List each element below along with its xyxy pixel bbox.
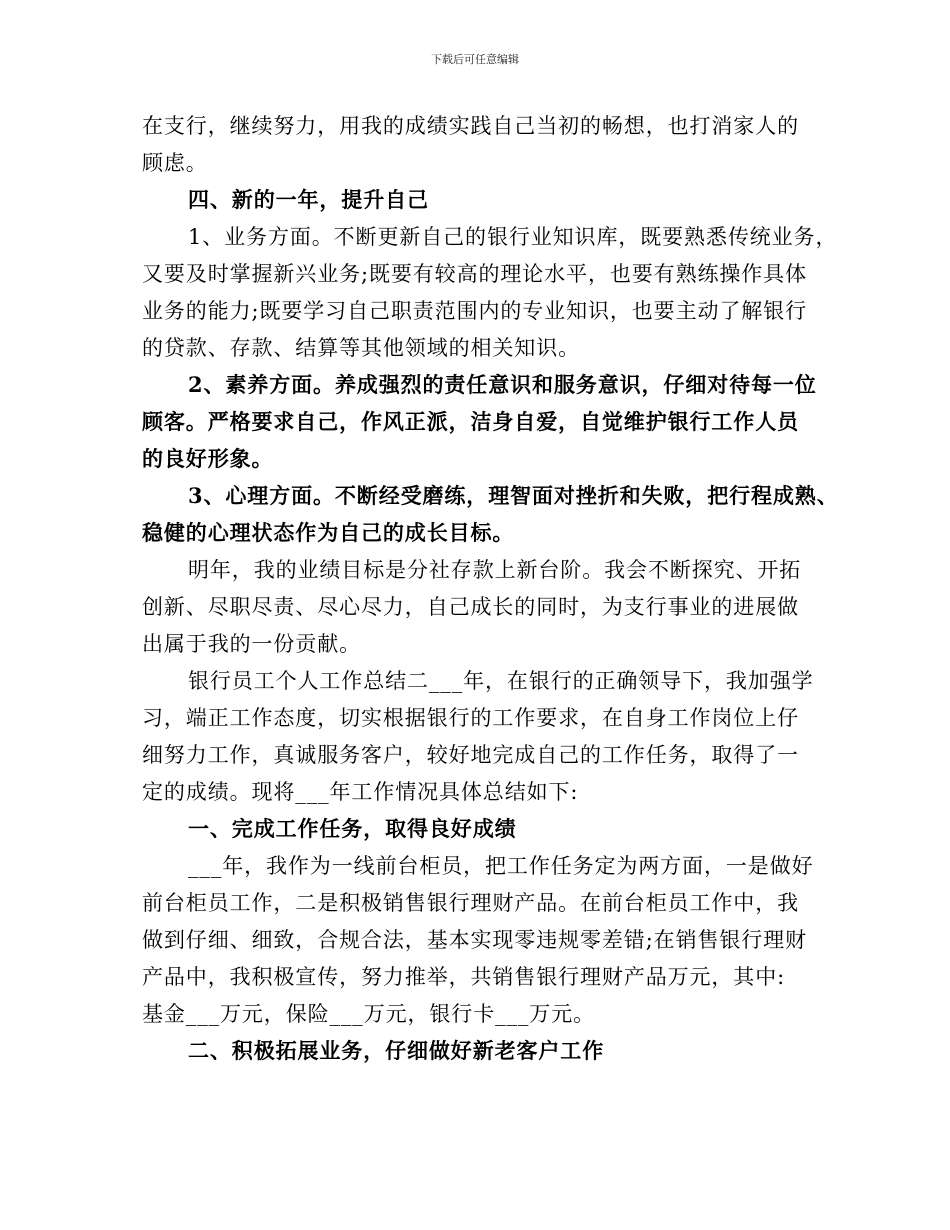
page-header: 下载后可任意编辑 xyxy=(431,53,519,66)
text-line: 在支行，继续努力，用我的成绩实践自己当初的畅想，也打消家人的 xyxy=(142,114,799,138)
text-line: 业务的能力;既要学习自己职责范围内的专业知识，也要主动了解银行 xyxy=(142,299,807,323)
text-line: 明年，我的业绩目标是分社存款上新台阶。我会不断探究、开拓 xyxy=(188,558,802,582)
section-heading: 二、积极拓展业务，仔细做好新老客户工作 xyxy=(188,1038,605,1063)
text-line: 1、业务方面。不断更新自己的银行业知识库，既要熟悉传统业务， xyxy=(188,225,838,249)
text-line: ___年，我作为一线前台柜员，把工作任务定为两方面，一是做好 xyxy=(188,854,814,878)
text-line: 的贷款、存款、结算等其他领域的相关知识。 xyxy=(142,336,580,360)
text-line: 银行员工个人工作总结二___年，在银行的正确领导下，我加强学 xyxy=(188,669,814,693)
text-line-bold: 2、素养方面。养成强烈的责任意识和服务意识，仔细对待每一位 xyxy=(188,372,817,397)
section-heading: 一、完成工作任务，取得良好成绩 xyxy=(188,816,517,841)
text-line: 基金___万元，保险___万元，银行卡___万元。 xyxy=(142,1002,595,1026)
text-line: 做到仔细、细致，合规合法，基本实现零违规零差错;在销售银行理财 xyxy=(142,928,807,952)
text-line-bold: 的良好形象。 xyxy=(142,446,274,471)
text-line: 顾虑。 xyxy=(142,151,208,175)
text-line-bold: 顾客。严格要求自己，作风正派，洁身自爱，自觉维护银行工作人员 xyxy=(142,409,799,434)
text-line: 出属于我的一份贡献。 xyxy=(142,632,361,656)
section-heading: 四、新的一年，提升自己 xyxy=(188,187,429,212)
text-line-bold: 3、心理方面。不断经受磨练，理智面对挫折和失败，把行程成熟、 xyxy=(188,483,839,508)
text-line: 习，端正工作态度，切实根据银行的工作要求，在自身工作岗位上仔 xyxy=(142,706,799,730)
text-line-bold: 稳健的心理状态作为自己的成长目标。 xyxy=(142,520,515,545)
text-line: 产品中，我积极宣传，努力推举，共销售银行理财产品万元，其中: xyxy=(142,965,786,989)
text-line: 细努力工作，真诚服务客户，较好地完成自己的工作任务，取得了一 xyxy=(142,743,799,767)
text-line: 定的成绩。现将___年工作情况具体总结如下: xyxy=(142,780,579,804)
text-line: 又要及时掌握新兴业务;既要有较高的理论水平，也要有熟练操作具体 xyxy=(142,262,807,286)
text-line: 前台柜员工作，二是积极销售银行理财产品。在前台柜员工作中，我 xyxy=(142,891,799,915)
text-line: 创新、尽职尽责、尽心尽力，自己成长的同时，为支行事业的进展做 xyxy=(142,595,799,619)
